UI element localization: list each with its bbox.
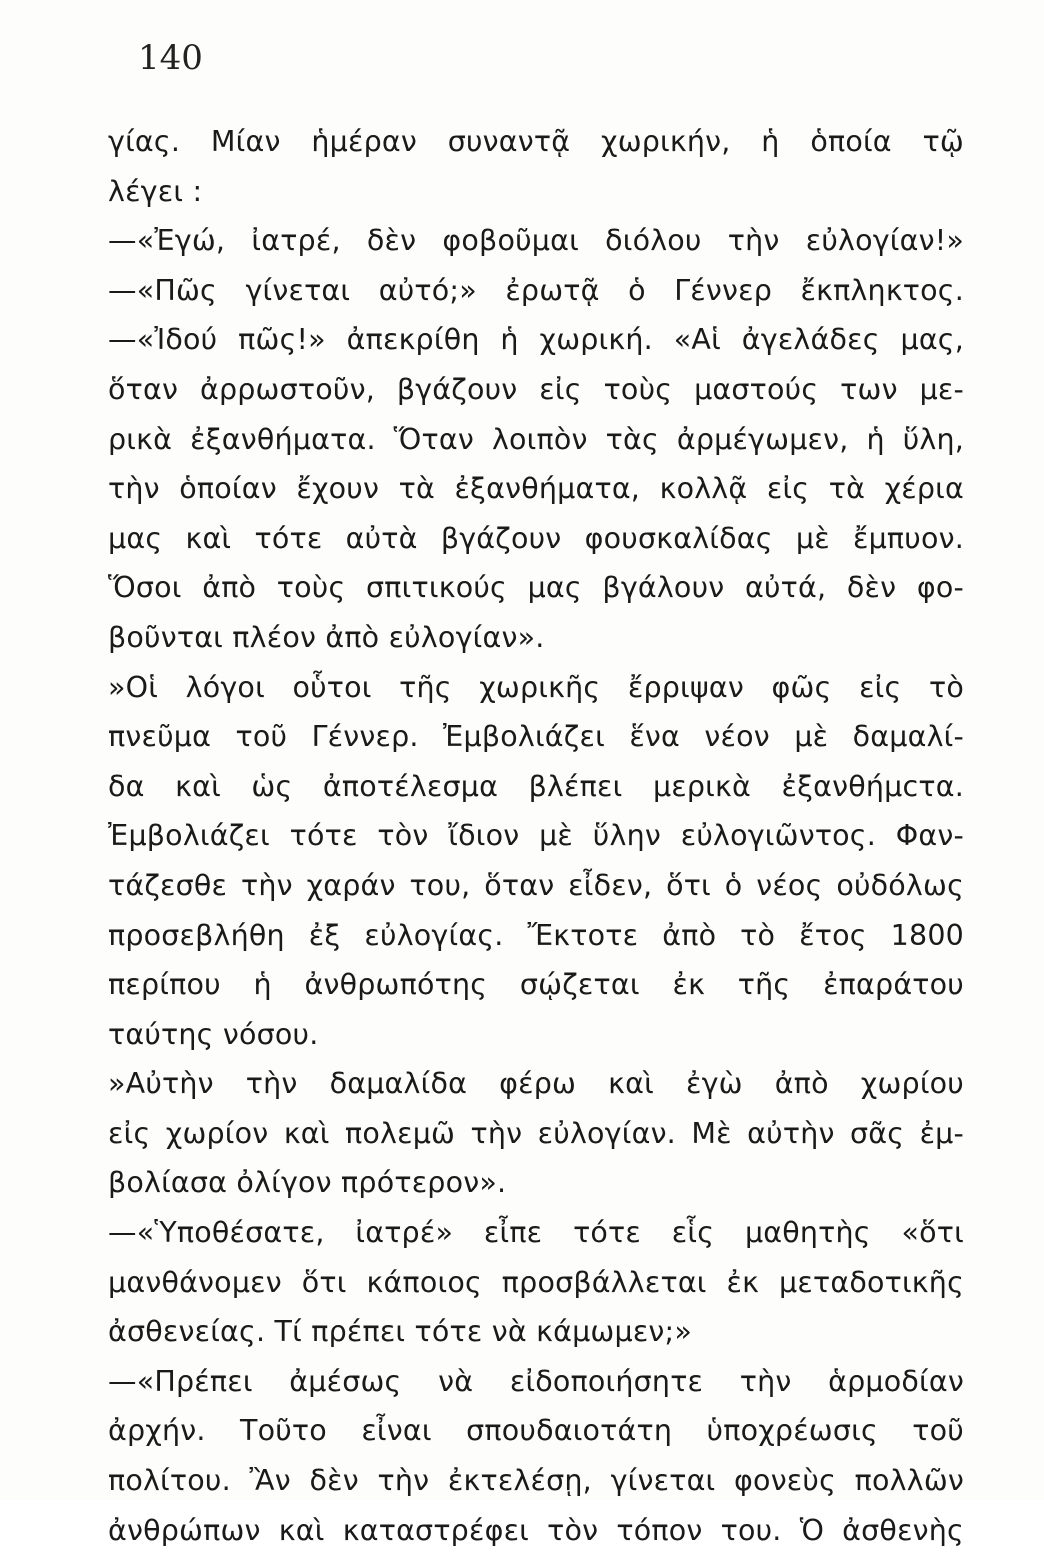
- text-line: μας καὶ τότε αὐτὰ βγάζουν φουσκαλίδας μὲ ἔμπυον.: [108, 521, 964, 555]
- page-number: 140: [138, 38, 203, 78]
- text-line: Ὅσοι ἀπὸ τοὺς σπιτικούς μας βγάλουν αὐτά, δὲν φο-: [108, 571, 964, 605]
- text-line: ταύτης νόσου.: [108, 1017, 319, 1051]
- text-line: βολίασα ὀλίγον πρότερον».: [108, 1166, 507, 1200]
- text-line: —«Ἐγώ, ἰατρέ, δὲν φοβοῦμαι διόλου τὴν εὐλογίαν!»: [108, 224, 964, 258]
- text-line: πνεῦμα τοῦ Γέννερ. Ἐμβολιάζει ἕνα νέον μὲ δαμαλί-: [108, 720, 964, 754]
- text-line: δα καὶ ὡς ἀποτέλεσμα βλέπει μερικὰ ἐξανθήμcτα.: [108, 769, 964, 803]
- text-line: —«Πῶς γίνεται αὐτό;» ἐρωτᾷ ὁ Γέννερ ἔκπληκτος.: [108, 273, 964, 307]
- text-line: ἀσθενείας. Τί πρέπει τότε νὰ κάμωμεν;»: [108, 1315, 692, 1349]
- text-line: λέγει :: [108, 174, 203, 208]
- text-line: —«Πρέπει ἀμέσως νὰ εἰδοποιήσητε τὴν ἁρμοδίαν: [108, 1364, 964, 1398]
- text-line: ὅταν ἀρρωστοῦν, βγάζουν εἰς τοὺς μαστούς των με-: [108, 372, 964, 406]
- text-line: εἰς χωρίον καὶ πολεμῶ τὴν εὐλογίαν. Μὲ αὐτὴν σᾶς ἐμ-: [108, 1116, 964, 1150]
- text-line: »Αὐτὴν τὴν δαμαλίδα φέρω καὶ ἐγὼ ἀπὸ χωρίου: [108, 1067, 964, 1101]
- text-line: ἀνθρώπων καὶ καταστρέφει τὸν τόπον του. Ὁ ἀσθενὴς: [108, 1513, 964, 1547]
- text-line: —«Ὑποθέσατε, ἰατρέ» εἶπε τότε εἷς μαθητὴς «ὅτι: [108, 1216, 964, 1250]
- text-line: τὴν ὁποίαν ἔχουν τὰ ἐξανθήματα, κολλᾷ εἰς τὰ χέρια: [108, 472, 964, 506]
- text-line: γίας. Μίαν ἡμέραν συναντᾷ χωρικήν, ἡ ὁποία τῷ: [108, 125, 964, 158]
- text-line: μανθάνομεν ὅτι κάποιος προσβάλλεται ἐκ μεταδοτικῆς: [108, 1265, 964, 1299]
- text-line: ἀρχήν. Τοῦτο εἶναι σπουδαιοτάτη ὑποχρέωσις τοῦ: [108, 1414, 964, 1448]
- text-line: πολίτου. Ἂν δὲν τὴν ἐκτελέσῃ, γίνεται φονεὺς πολλῶν: [108, 1464, 964, 1498]
- text-line: Ἐμβολιάζει τότε τὸν ἴδιον μὲ ὕλην εὐλογιῶντος. Φαν-: [108, 819, 964, 853]
- text-line: βοῦνται πλέον ἀπὸ εὐλογίαν».: [108, 620, 545, 654]
- body-text: [108, 117, 964, 1555]
- text-line: περίπου ἡ ἀνθρωπότης σῴζεται ἐκ τῆς ἐπαράτου: [108, 968, 964, 1002]
- text-line: ρικὰ ἐξανθήματα. Ὅταν λοιπὸν τὰς ἀρμέγωμεν, ἡ ὕλη,: [108, 422, 964, 456]
- text-line: »Οἱ λόγοι οὗτοι τῆς χωρικῆς ἔρριψαν φῶς εἰς τὸ: [108, 670, 964, 704]
- text-line: —«Ἰδού πῶς!» ἀπεκρίθη ἡ χωρική. «Αἱ ἀγελάδες μας,: [108, 323, 964, 357]
- text-line: τάζεσθε τὴν χαράν του, ὅταν εἶδεν, ὅτι ὁ νέος οὐδόλως: [108, 868, 964, 902]
- text-line: προσεβλήθη ἐξ εὐλογίας. Ἔκτοτε ἀπὸ τὸ ἔτος 1800: [108, 918, 964, 952]
